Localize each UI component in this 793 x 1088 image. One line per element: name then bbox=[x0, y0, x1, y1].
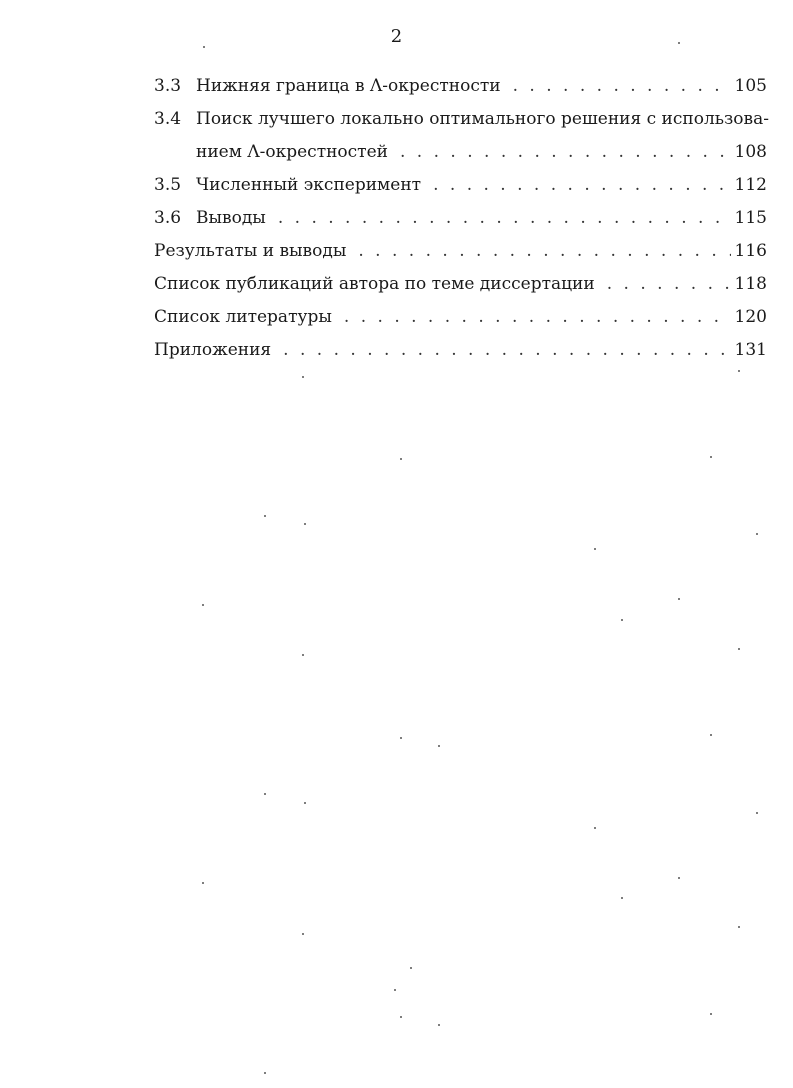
toc-entry-results bbox=[154, 243, 767, 276]
scan-speck bbox=[302, 376, 304, 378]
scan-speck bbox=[304, 523, 306, 525]
toc-entry-3-5 bbox=[154, 177, 767, 210]
toc-entry-publications bbox=[154, 276, 767, 309]
toc-entry-3-3 bbox=[154, 78, 767, 111]
page-number: 2 bbox=[390, 26, 403, 47]
scan-speck bbox=[594, 827, 596, 829]
toc-entry-3-6 bbox=[154, 210, 767, 243]
toc-entry-label: Численный эксперимент bbox=[196, 175, 422, 195]
toc-entry-page: 120 bbox=[734, 307, 767, 327]
scan-speck bbox=[304, 802, 306, 804]
toc-entry-appendices bbox=[154, 342, 767, 375]
toc-entry-number: 3.5 bbox=[154, 175, 182, 195]
scan-speck bbox=[400, 458, 402, 460]
scan-speck bbox=[710, 456, 712, 458]
scan-speck bbox=[678, 42, 680, 44]
scan-speck bbox=[710, 734, 712, 736]
dot-leader bbox=[266, 210, 731, 227]
scan-speck bbox=[710, 1013, 712, 1015]
toc-entry-references bbox=[154, 309, 767, 342]
scan-speck bbox=[756, 812, 758, 814]
scan-speck bbox=[264, 515, 266, 517]
dot-leader bbox=[332, 309, 731, 326]
toc-entry-label: Список литературы bbox=[154, 307, 332, 327]
scan-speck bbox=[400, 1016, 402, 1018]
scan-speck bbox=[738, 648, 740, 650]
scan-speck bbox=[410, 967, 412, 969]
dot-leader bbox=[388, 144, 731, 161]
toc-entry-label-line1: Поиск лучшего локально оптимального решения с использова- bbox=[196, 109, 769, 129]
scan-speck bbox=[203, 46, 205, 48]
toc-entry-page: 108 bbox=[734, 142, 767, 162]
toc-entry-page: 105 bbox=[734, 76, 767, 96]
toc-entry-page: 112 bbox=[734, 175, 767, 195]
scan-speck bbox=[394, 989, 396, 991]
toc-entry-page: 118 bbox=[734, 274, 767, 294]
scan-speck bbox=[438, 1024, 440, 1026]
scan-speck bbox=[594, 548, 596, 550]
toc-entry-label: Приложения bbox=[154, 340, 272, 360]
toc-entry-number: 3.4 bbox=[154, 109, 182, 129]
scan-speck bbox=[621, 897, 623, 899]
toc-entry-label: Результаты и выводы bbox=[154, 241, 347, 261]
scan-speck bbox=[264, 793, 266, 795]
dot-leader bbox=[271, 342, 730, 359]
scan-speck bbox=[678, 598, 680, 600]
table-of-contents bbox=[154, 78, 767, 375]
dot-leader bbox=[595, 276, 731, 293]
toc-entry-page: 115 bbox=[734, 208, 767, 228]
scan-speck bbox=[738, 926, 740, 928]
toc-entry-label: Нижняя граница в Λ-окрестности bbox=[196, 76, 501, 96]
scan-speck bbox=[438, 745, 440, 747]
toc-entry-number: 3.6 bbox=[154, 208, 182, 228]
toc-entry-label: Выводы bbox=[196, 208, 266, 228]
toc-entry-page: 131 bbox=[734, 340, 767, 360]
scan-speck bbox=[400, 737, 402, 739]
scan-speck bbox=[621, 619, 623, 621]
toc-entry-number: 3.3 bbox=[154, 76, 182, 96]
scan-speck bbox=[302, 933, 304, 935]
toc-entry-label: Список публикаций автора по теме диссертации bbox=[154, 274, 595, 294]
scan-speck bbox=[202, 882, 204, 884]
scan-speck bbox=[264, 1072, 266, 1074]
scan-speck bbox=[678, 877, 680, 879]
dot-leader bbox=[421, 177, 730, 194]
dot-leader bbox=[346, 243, 730, 260]
scan-speck bbox=[202, 604, 204, 606]
dot-leader bbox=[501, 78, 731, 95]
toc-entry-3-4 bbox=[154, 111, 767, 177]
scan-speck bbox=[738, 370, 740, 372]
scan-speck bbox=[756, 533, 758, 535]
scan-speck bbox=[302, 654, 304, 656]
toc-entry-label-line2: нием Λ-окрестностей bbox=[196, 142, 388, 162]
toc-entry-page: 116 bbox=[734, 241, 767, 261]
